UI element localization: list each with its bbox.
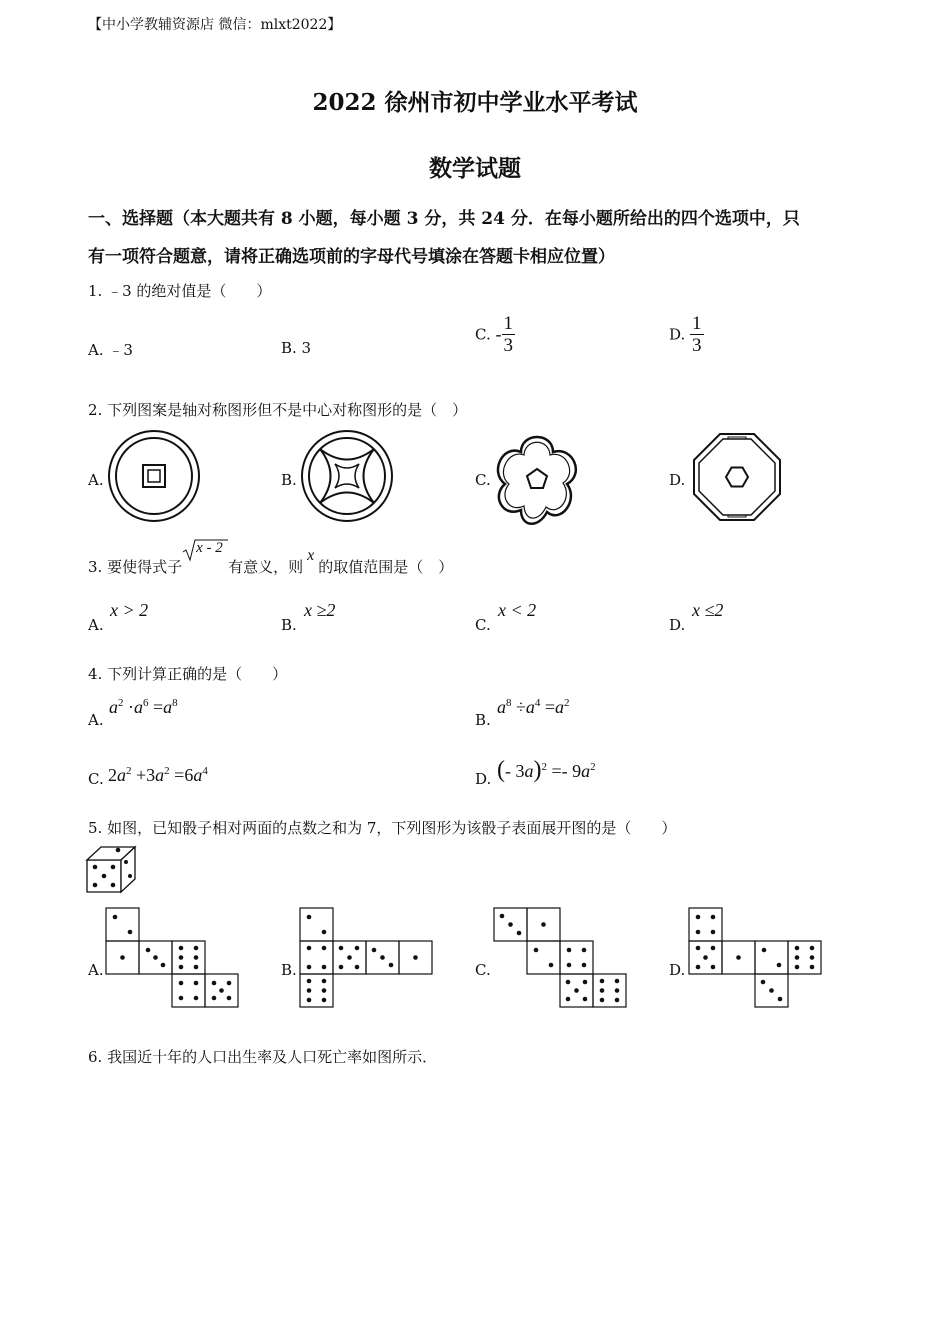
q4-b-equals: = [540, 697, 556, 717]
q4-c-equals: = [169, 765, 185, 785]
q4-a-dot: · [123, 697, 134, 717]
q4-option-b-expr [497, 697, 570, 718]
q4-d-equals: = [547, 761, 562, 781]
q1-c-sign: - [495, 324, 502, 344]
q3-option-d-expr: x ≤2 [692, 600, 724, 620]
q4-c-coef3: 6 [184, 765, 194, 785]
q3-stem-part3: 的取值范围是（ ） [318, 558, 454, 576]
dice-net-c [494, 908, 628, 1008]
flower-pentagon-figure [491, 434, 583, 526]
q5-option-c-label: C. [475, 961, 491, 979]
q1-stem: 1. ﹣3 的绝对值是（ ） [88, 282, 272, 300]
q4-c-exp1: 2 [126, 765, 132, 777]
q1-c-fraction [502, 313, 516, 356]
q4-stem: 4. 下列计算正确的是（ ） [88, 665, 288, 683]
q2-option-c-label: C. [475, 471, 491, 489]
q3-option-b-label: B. [281, 616, 297, 634]
q4-c-coef1: 2 [108, 765, 117, 785]
dice-reference-figure [86, 845, 138, 895]
q4-c-term1: a [117, 765, 126, 785]
q1-option-a: A. ﹣3 [88, 341, 133, 359]
q4-d-term: a [581, 761, 591, 781]
q4-d-inner-term: a [524, 761, 534, 781]
q4-b-term1: a [497, 697, 506, 717]
q5-option-d-label: D. [669, 961, 686, 979]
q2-stem: 2. 下列图案是轴对称图形但不是中心对称图形的是（ ） [88, 401, 468, 419]
q3-stem [88, 540, 454, 577]
q4-b-exp3: 2 [564, 697, 570, 709]
q4-a-equals: = [148, 697, 164, 717]
q4-d-right-paren: ) [533, 757, 542, 783]
exam-title: 2022 徐州市初中学业水平考试 [312, 89, 638, 116]
q4-option-b-label: B. [475, 711, 491, 729]
q2-option-d-label: D. [669, 471, 686, 489]
dice-net-b [300, 908, 434, 1008]
q5-stem: 5. 如图，已知骰子相对两面的点数之和为 7，下列图形为该骰子表面展开图的是（ ） [88, 819, 677, 837]
q3-option-c-label: C. [475, 616, 491, 634]
q3-sqrt-expression [182, 540, 228, 572]
q2-option-a-label: A. [88, 471, 104, 489]
q6-stem: 6. 我国近十年的人口出生率及人口死亡率如图所示． [88, 1048, 438, 1066]
q1-d-label: D. [669, 325, 686, 344]
coin-curved-square-figure [299, 430, 395, 526]
q2-option-b-label: B. [281, 471, 297, 489]
q4-b-term3: a [555, 697, 565, 717]
q4-option-c-expr [108, 765, 208, 786]
q3-option-b-expr: x ≥2 [304, 600, 336, 620]
q3-option-c-expr: x < 2 [498, 600, 537, 620]
q4-option-c-label: C. [88, 770, 104, 788]
q1-option-d [669, 313, 704, 356]
q4-d-exp2: 2 [590, 761, 596, 773]
q4-b-divide: ÷ [511, 697, 526, 717]
q4-a-exp3: 8 [172, 697, 178, 709]
section-heading-line1: 一、选择题（本大题共有 8 小题，每小题 3 分，共 24 分．在每小题所给出的四个选项中，只 [88, 209, 800, 229]
page-header: 【中小学教辅资源店 微信：mlxt2022】 [88, 17, 342, 33]
q4-a-exp2: 6 [143, 697, 149, 709]
q4-a-term1: a [109, 697, 118, 717]
q4-d-left-paren: ( [497, 757, 505, 783]
q1-d-numerator: 1 [692, 313, 702, 334]
q4-c-term2: a [155, 765, 165, 785]
exam-subtitle: 数学试题 [429, 155, 521, 182]
dice-net-a [106, 908, 240, 1008]
dice-net-d [689, 908, 823, 1008]
q3-option-a-label: A. [88, 616, 104, 634]
q4-d-exp1: 2 [541, 761, 547, 773]
q1-c-numerator: 1 [503, 313, 513, 334]
q4-d-inner-coef: - 3 [505, 761, 525, 781]
q4-option-a-label: A. [88, 711, 104, 729]
q4-option-d-label: D. [475, 770, 492, 788]
q4-c-exp2: 2 [164, 765, 170, 777]
q5-option-a-label: A. [88, 961, 104, 979]
q4-option-a-expr [109, 697, 178, 718]
q4-a-term2: a [134, 697, 143, 717]
q4-a-exp1: 2 [118, 697, 124, 709]
q4-b-term2: a [525, 697, 535, 717]
section-heading-line2: 有一项符合题意，请将正确选项前的字母代号填涂在答题卡相应位置） [88, 247, 615, 267]
q4-b-exp2: 4 [534, 697, 541, 709]
q5-option-b-label: B. [281, 961, 297, 979]
q1-d-fraction [690, 313, 704, 356]
q1-d-denominator: 3 [692, 335, 702, 356]
q1-c-label: C. [475, 325, 491, 344]
q4-c-term3: a [193, 765, 203, 785]
q4-a-term3: a [163, 697, 173, 717]
q3-stem-part2: 有意义，则 [228, 558, 304, 576]
q3-option-d-label: D. [669, 616, 686, 634]
q3-sqrt-radicand: x - 2 [196, 540, 223, 556]
q4-option-d-expr [497, 757, 596, 784]
q4-c-exp3: 4 [202, 765, 208, 777]
q4-c-coef2: 3 [146, 765, 156, 785]
q1-option-c [475, 313, 515, 356]
q1-option-b: B. 3 [281, 339, 312, 357]
q3-variable: x [307, 547, 315, 564]
q4-d-coef: - 9 [561, 761, 582, 781]
coin-square-hole-figure [106, 430, 202, 526]
q3-option-a-expr: x > 2 [110, 600, 149, 620]
q3-stem-part1: 3. 要使得式子 [88, 558, 183, 576]
q1-c-denominator: 3 [503, 335, 513, 356]
q4-b-exp1: 8 [506, 697, 512, 709]
octagon-hexagon-figure [690, 432, 784, 526]
q4-c-plus: + [131, 765, 147, 785]
